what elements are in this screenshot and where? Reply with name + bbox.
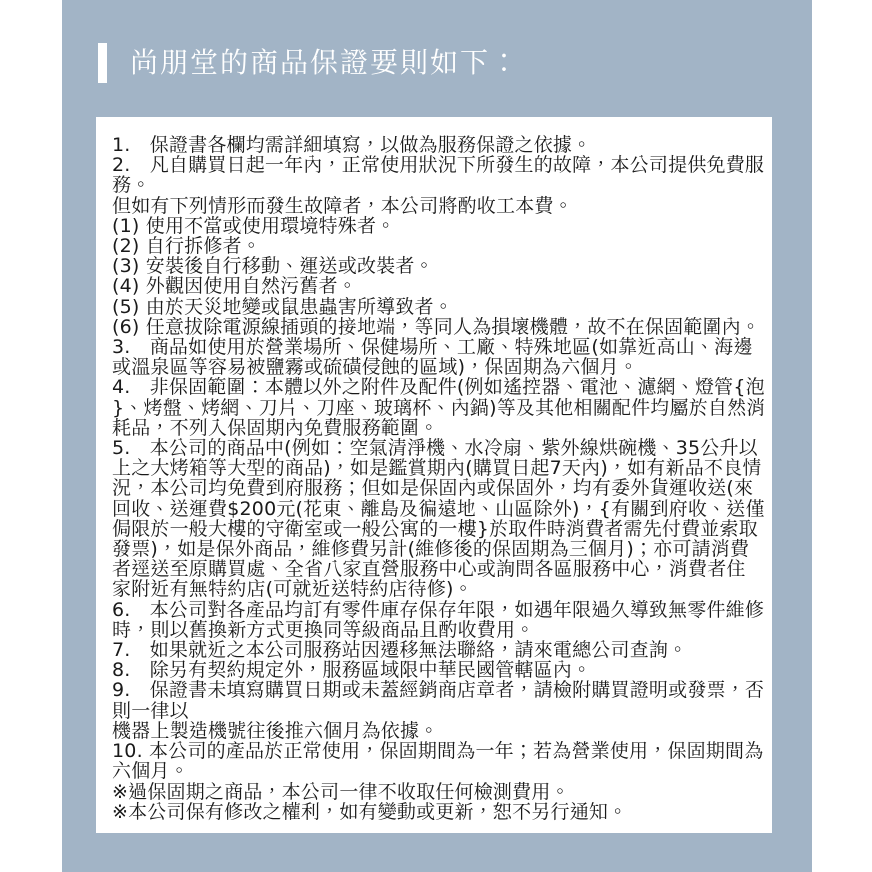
notice-line: 機器上製造機號往後推六個月為依據。 bbox=[112, 719, 439, 742]
notice-line: ※過保固期之商品，本公司一律不收取任何檢測費用。 bbox=[112, 780, 570, 803]
notice-line: 耗品，不列入保固期內免費服務範圍。 bbox=[112, 416, 439, 439]
notice-line: 時，則以舊換新方式更換同等級商品且酌收費用。 bbox=[112, 618, 535, 641]
notice-line: 家附近有無特約店(可就近送特約店待修)。 bbox=[112, 578, 473, 601]
warranty-panel bbox=[62, 0, 812, 872]
notice-line: (6) 任意拔除電源線插頭的接地端，等同人為損壞機體，故不在保固範圍內。 bbox=[112, 315, 761, 338]
warranty-text bbox=[96, 117, 772, 822]
notice-line: 上之大烤箱等大型的商品)，如是鑑賞期內(購買日起7天內)，如有新品不良情 bbox=[112, 457, 762, 480]
notice-line: 9. 保證書未填寫購買日期或未蓋經銷商店章者，請檢附購買證明或發票，否 bbox=[112, 679, 765, 702]
notice-line: 務。 bbox=[112, 174, 151, 197]
notice-line: (1) 使用不當或使用環境特殊者。 bbox=[112, 214, 396, 237]
notice-line: 1. 保證書各欄均需詳細填寫，以做為服務保證之依據。 bbox=[112, 134, 592, 156]
notice-line: 5. 本公司的商品中(例如：空氣清淨機、水冷扇、紫外線烘碗機、35公升以 bbox=[112, 437, 758, 460]
notice-line: 8. 除另有契約規定外，服務區域限中華民國管轄區內。 bbox=[112, 659, 592, 682]
notice-line: 7. 如果就近之本公司服務站因遷移無法聯絡，請來電總公司查詢。 bbox=[112, 639, 688, 662]
section-header bbox=[98, 43, 520, 83]
notice-line: 則一律以 bbox=[112, 699, 189, 722]
notice-line: 但如有下列情形而發生故障者，本公司將酌收工本費。 bbox=[112, 194, 573, 217]
notice-line: 2. 凡自購買日起一年內，正常使用狀況下所發生的故障，本公司提供免費服 bbox=[112, 154, 765, 177]
notice-line: 況，本公司均免費到府服務；但如是保固內或保固外，均有委外貨運收送(來 bbox=[112, 477, 754, 500]
notice-line: 發票)，如是保外商品，維修費另計(維修後的保固期為三個月)；亦可請消費 bbox=[112, 538, 750, 561]
notice-line: 4. 非保固範圍：本體以外之附件及配件(例如遙控器、電池、濾網、燈管{泡 bbox=[112, 376, 765, 399]
notice-line: 3. 商品如使用於營業場所、保健場所、工廠、特殊地區(如靠近高山、海邊 bbox=[112, 336, 753, 359]
notice-line: 6. 本公司對各產品均訂有零件庫存保存年限，如遇年限過久導致無零件維修 bbox=[112, 598, 765, 621]
notice-line: (2) 自行拆修者。 bbox=[112, 235, 261, 258]
notice-line: 六個月。 bbox=[112, 760, 189, 783]
notice-line: 回收、送運費$200元(花東、離島及徧遠地、山區除外)，{有關到府收、送僅 bbox=[112, 497, 765, 520]
notice-line: (3) 安裝後自行移動、運送或改裝者。 bbox=[112, 255, 434, 278]
warranty-card bbox=[96, 117, 772, 833]
notice-line: 侷限於一般大樓的守衛室或一般公寓的一樓}於取件時消費者需先付費並索取 bbox=[112, 517, 758, 540]
accent-bar bbox=[98, 43, 107, 83]
notice-line: }、烤盤、烤網、刀片、刀座、玻璃杯、內鍋)等及其他相關配件均屬於自然消 bbox=[112, 396, 766, 419]
notice-line: 者逕送至原購買處、全省八家直營服務中心或詢問各區服務中心，消費者住 bbox=[112, 558, 746, 581]
notice-line: (5) 由於天災地變或鼠患蟲害所導致者。 bbox=[112, 295, 453, 318]
notice-line: 10. 本公司的產品於正常使用，保固期間為一年；若為營業使用，保固期間為 bbox=[112, 740, 764, 763]
notice-line: (4) 外觀因使用自然污舊者。 bbox=[112, 275, 357, 298]
notice-line: 或溫泉區等容易被鹽霧或硫磺侵蝕的區域)，保固期為六個月。 bbox=[112, 356, 639, 379]
notice-line: ※本公司保有修改之權利，如有變動或更新，恕不另行通知。 bbox=[112, 800, 628, 823]
page-title: 尚朋堂的商品保證要則如下： bbox=[130, 46, 521, 79]
